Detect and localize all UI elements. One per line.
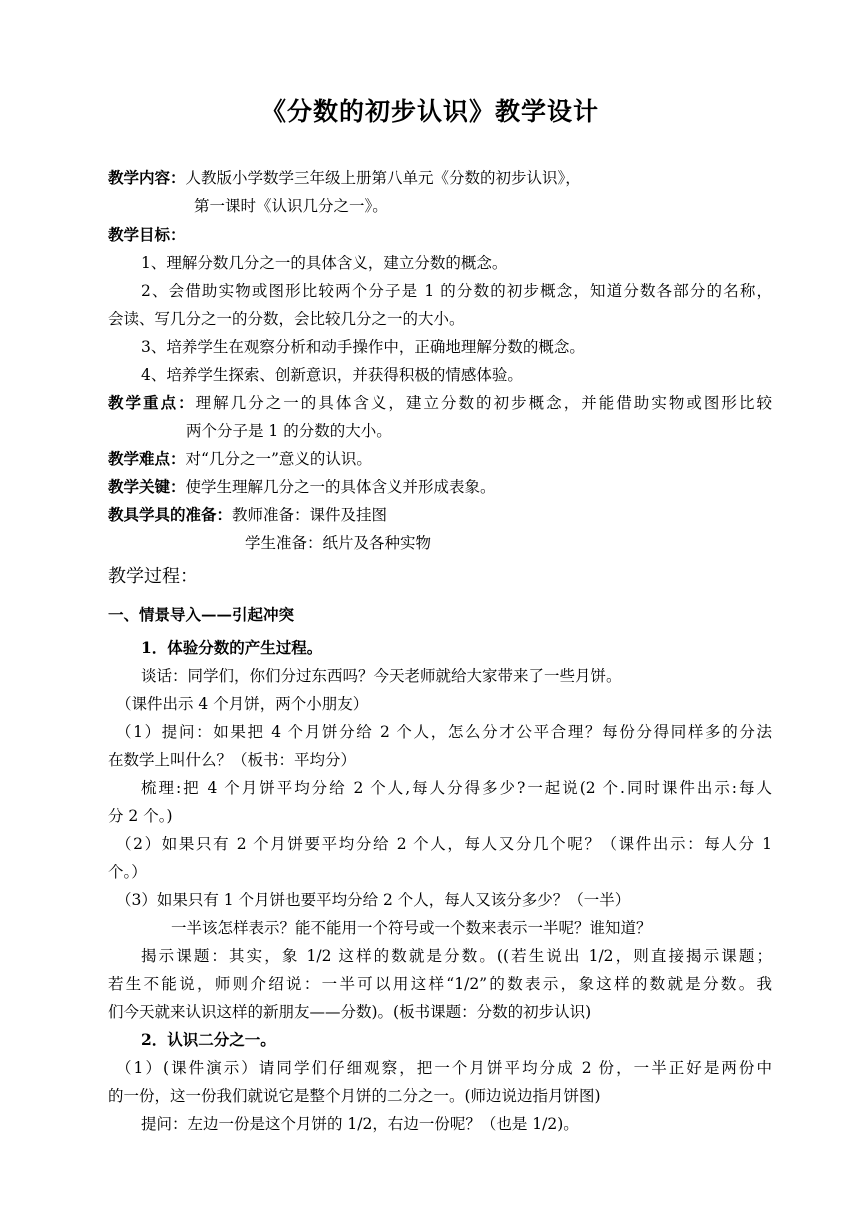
text-line: 们今天就来认识这样的新朋友——分数)。(板书课题：分数的初步认识)	[108, 1003, 592, 1021]
text-line: 使学生理解几分之一的具体含义并形成表象。	[185, 478, 496, 496]
paragraph-key-points	[108, 393, 772, 413]
label-teaching-content: 教学内容：	[108, 168, 186, 187]
text-line: 个。）	[108, 863, 147, 881]
text-line: 提问：左边一份是这个月饼的 1/2，右边一份呢？（也是 1/2)。	[141, 1115, 579, 1133]
text-line: （1）(课件演示）请同学们仔细观察，把一个月饼平均分成 2 份，一半正好是两份中	[116, 1059, 772, 1077]
subheading: 2．认识二分之一。	[141, 1030, 276, 1049]
text-line: 理解几分之一的具体含义，建立分数的初步概念，并能借助实物或图形比较	[195, 394, 772, 412]
text-line: 学生准备：纸片及各种实物	[245, 534, 432, 552]
label-teaching-goals: 教学目标：	[108, 225, 186, 244]
text-line: （课件出示 4 个月饼，两个小朋友）	[116, 695, 369, 713]
text-line: 对“几分之一”意义的认识。	[185, 450, 372, 468]
text-line: 在数学上叫什么？（板书：平均分）	[108, 751, 357, 769]
text-line: 1、理解分数几分之一的具体含义，建立分数的概念。	[141, 254, 508, 272]
text-line: 的一份，这一份我们就说它是整个月饼的二分之一。(师边说边指月饼图)	[108, 1087, 601, 1105]
label-difficulty: 教学难点：	[108, 449, 186, 468]
subheading: 1．体验分数的产生过程。	[141, 638, 323, 657]
text-line: （2）如果只有 2 个月饼要平均分给 2 个人，每人又分几个呢？（课件出示：每人分 1	[116, 835, 772, 853]
text-line: （1）提问：如果把 4 个月饼分给 2 个人，怎么分才公平合理？每份分得同样多的分法	[116, 723, 772, 741]
text-line: 若生不能说，师则介绍说：一半可以用这样“1/2”的数表示，象这样的数就是分数。我	[108, 975, 772, 993]
paragraph-difficulty	[108, 449, 772, 469]
paragraph-materials	[108, 505, 772, 525]
text-line: 教师准备：课件及挂图	[232, 506, 388, 524]
document-title: 《分数的初步认识》教学设计	[260, 97, 599, 126]
text-line: 揭示课题：其实，象 1/2 这样的数就是分数。((若生说出 1/2，则直接揭示课题；	[141, 947, 772, 965]
text-line: 一半该怎样表示？能不能用一个符号或一个数来表示一半呢？谁知道？	[171, 919, 652, 937]
text-line: 2、会借助实物或图形比较两个分子是 1 的分数的初步概念，知道分数各部分的名称，	[141, 282, 772, 300]
text-line: 第一课时《认识几分之一》。	[194, 197, 388, 215]
text-line: 人教版小学数学三年级上册第八单元《分数的初步认识》，	[185, 169, 581, 187]
text-line: 梳理:把 4 个月饼平均分给 2 个人,每人分得多少?一起说(2 个.同时课件出示:每人	[141, 779, 772, 797]
text-line: 分 2 个。)	[108, 807, 173, 825]
section-heading-intro: 一、情景导入——引起冲突	[108, 605, 295, 624]
label-key: 教学关键：	[108, 477, 186, 496]
paragraph-teaching-content	[108, 168, 772, 188]
text-line: 4、培养学生探索、创新意识，并获得积极的情感体验。	[141, 366, 523, 384]
text-line: 3、培养学生在观察分析和动手操作中，正确地理解分数的概念。	[141, 338, 585, 356]
text-line: 谈话：同学们，你们分过东西吗？今天老师就给大家带来了一些月饼。	[141, 667, 622, 685]
section-heading-process: 教学过程：	[108, 566, 198, 587]
label-key-points: 教学重点：	[108, 393, 196, 412]
paragraph-key	[108, 477, 772, 497]
text-line: 两个分子是 1 的分数的大小。	[186, 422, 392, 440]
text-line: 会读、写几分之一的分数，会比较几分之一的大小。	[108, 310, 465, 328]
text-line: （3）如果只有 1 个月饼也要平均分给 2 个人，每人又该分多少？（一半）	[116, 891, 631, 909]
label-materials: 教具学具的准备：	[108, 505, 233, 524]
